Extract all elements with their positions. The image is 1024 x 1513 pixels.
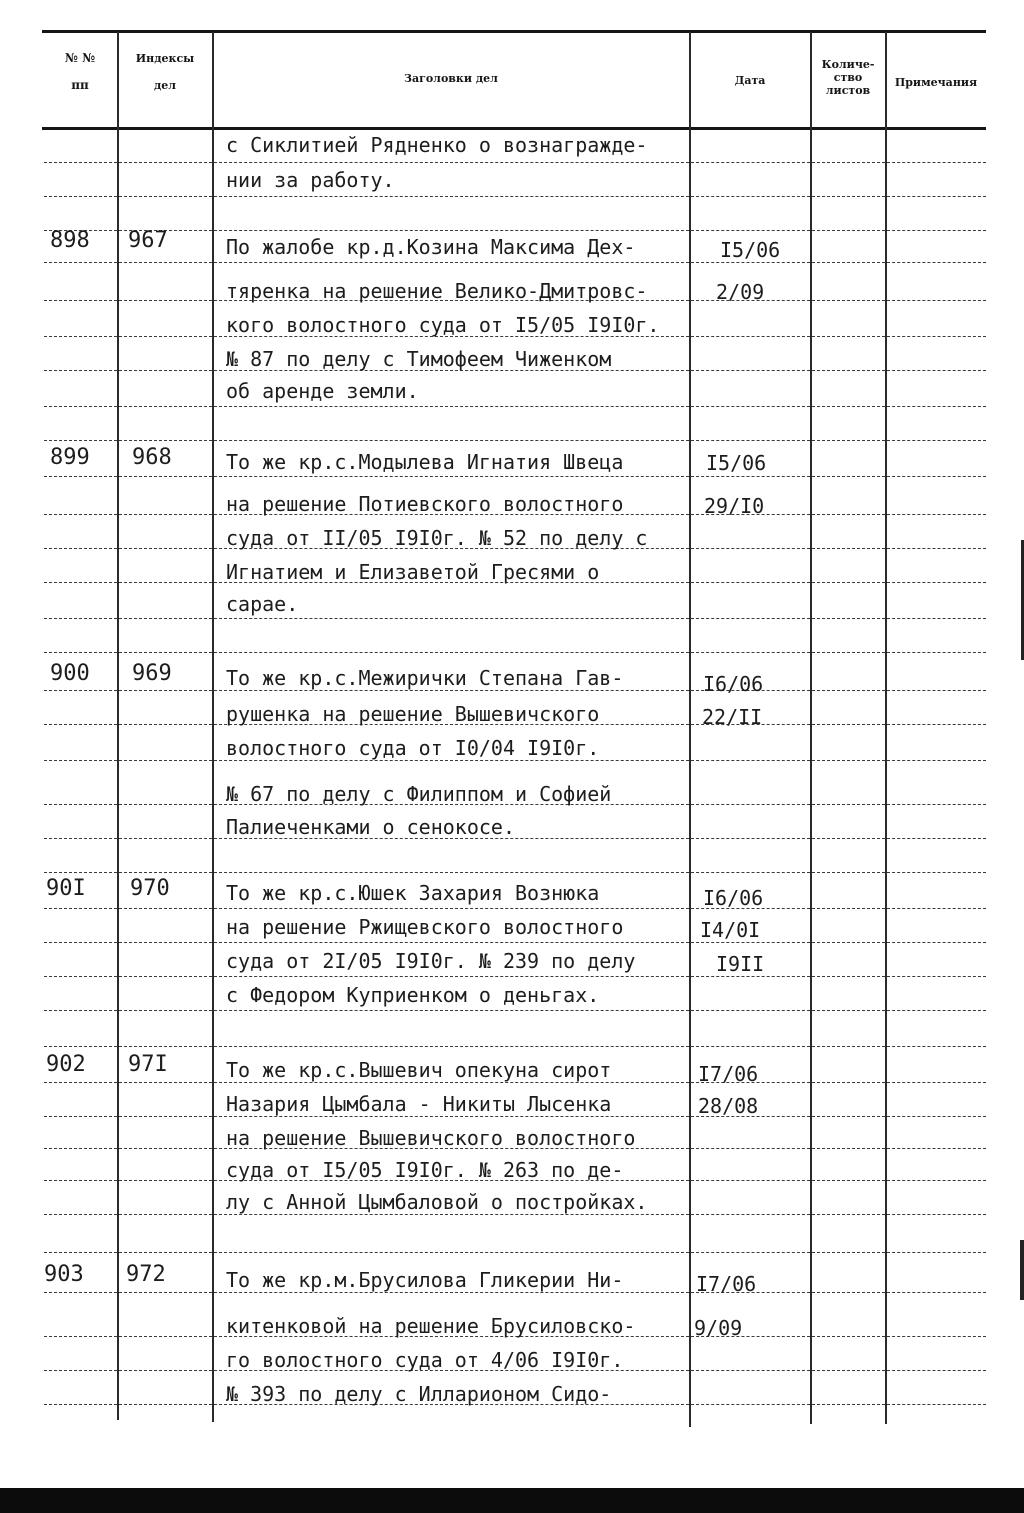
- row-guide-line: [119, 1046, 212, 1048]
- row-guide-line: [887, 1214, 986, 1216]
- row-guide-line: [119, 1252, 212, 1254]
- row-guide-line: [887, 196, 986, 198]
- entry-text-line: с Федором Куприенком о деньгах.: [226, 983, 600, 1007]
- row-guide-line: [44, 1404, 117, 1406]
- row-guide-line: [691, 440, 810, 442]
- row-guide-line: [887, 370, 986, 372]
- row-guide-line: [44, 262, 117, 264]
- row-guide-line: [119, 582, 212, 584]
- row-guide-line: [44, 1370, 117, 1372]
- row-guide-line: [812, 652, 885, 654]
- column-divider: [117, 32, 119, 1420]
- entry-text-line: волостного суда от I0/04 I9I0г.: [226, 736, 600, 760]
- row-guide-line: [119, 548, 212, 550]
- row-guide-line: [44, 370, 117, 372]
- record-index: 972: [126, 1262, 166, 1287]
- record-date-start: I5/06: [720, 238, 781, 262]
- row-guide-line: [691, 1180, 810, 1182]
- row-guide-line: [44, 440, 117, 442]
- row-guide-line: [119, 1404, 212, 1406]
- scan-edge-mark: [1020, 1240, 1024, 1300]
- row-guide-line: [887, 724, 986, 726]
- row-guide-line: [887, 1082, 986, 1084]
- row-guide-line: [44, 548, 117, 550]
- row-guide-line: [44, 872, 117, 874]
- row-guide-line: [812, 1214, 885, 1216]
- row-guide-line: [214, 942, 689, 944]
- row-guide-line: [44, 724, 117, 726]
- row-guide-line: [214, 440, 689, 442]
- entry-text-line: № 393 по делу с Илларионом Сидо-: [226, 1382, 612, 1406]
- row-guide-line: [812, 618, 885, 620]
- row-guide-line: [812, 548, 885, 550]
- row-guide-line: [887, 548, 986, 550]
- row-guide-line: [214, 1292, 689, 1294]
- entry-text-line: № 87 по делу с Тимофеем Чиженком: [226, 347, 612, 371]
- row-guide-line: [887, 1336, 986, 1338]
- row-guide-line: [44, 1180, 117, 1182]
- row-guide-line: [691, 652, 810, 654]
- row-guide-line: [119, 724, 212, 726]
- row-guide-line: [44, 1252, 117, 1254]
- row-guide-line: [44, 1046, 117, 1048]
- row-guide-line: [44, 514, 117, 516]
- row-guide-line: [887, 872, 986, 874]
- row-guide-line: [119, 1010, 212, 1012]
- header-date: Дата: [734, 74, 766, 87]
- row-guide-line: [691, 872, 810, 874]
- row-guide-line: [119, 1336, 212, 1338]
- row-guide-line: [812, 1292, 885, 1294]
- row-guide-line: [812, 1404, 885, 1406]
- entry-text-line: То же кр.с.Модылева Игнатия Швеца: [226, 450, 624, 474]
- row-guide-line: [44, 406, 117, 408]
- row-guide-line: [44, 476, 117, 478]
- row-guide-line: [44, 1292, 117, 1294]
- row-guide-line: [887, 1292, 986, 1294]
- row-guide-line: [214, 908, 689, 910]
- row-guide-line: [214, 1116, 689, 1118]
- record-date-end: 22/II: [702, 705, 763, 729]
- row-guide-line: [691, 370, 810, 372]
- row-guide-line: [691, 1046, 810, 1048]
- record-date-end: 9/09: [694, 1316, 743, 1340]
- header-index: Индексы дел: [135, 52, 195, 92]
- row-guide-line: [44, 838, 117, 840]
- header-sheet-count: Количе- ство листов: [821, 58, 875, 97]
- entry-text-line: кого волостного суда от I5/05 I9I0г.: [226, 313, 660, 337]
- row-guide-line: [887, 1010, 986, 1012]
- row-guide-line: [812, 760, 885, 762]
- row-guide-line: [812, 1180, 885, 1182]
- row-guide-line: [887, 942, 986, 944]
- row-guide-line: [44, 1082, 117, 1084]
- row-guide-line: [812, 196, 885, 198]
- row-guide-line: [887, 230, 986, 232]
- row-guide-line: [691, 1370, 810, 1372]
- row-guide-line: [119, 652, 212, 654]
- row-guide-line: [44, 804, 117, 806]
- row-guide-line: [812, 262, 885, 264]
- row-guide-line: [812, 908, 885, 910]
- row-guide-line: [887, 1370, 986, 1372]
- row-guide-line: [691, 230, 810, 232]
- row-guide-line: [214, 872, 689, 874]
- row-guide-line: [887, 652, 986, 654]
- row-guide-line: [691, 838, 810, 840]
- row-guide-line: [119, 760, 212, 762]
- row-guide-line: [44, 162, 117, 164]
- row-guide-line: [119, 690, 212, 692]
- row-guide-line: [214, 162, 689, 164]
- record-index: 969: [132, 661, 172, 686]
- row-guide-line: [812, 1046, 885, 1048]
- record-number: 903: [44, 1262, 84, 1287]
- row-guide-line: [887, 582, 986, 584]
- row-guide-line: [812, 1116, 885, 1118]
- row-guide-line: [214, 1046, 689, 1048]
- row-guide-line: [214, 230, 689, 232]
- entry-text-line: сарае.: [226, 592, 299, 616]
- row-guide-line: [812, 690, 885, 692]
- row-guide-line: [214, 196, 689, 198]
- entry-text-line: на решение Вышевичского волостного: [226, 1126, 636, 1150]
- row-guide-line: [119, 476, 212, 478]
- entry-text-line: китенковой на решение Брусиловско-: [226, 1314, 636, 1338]
- row-guide-line: [812, 370, 885, 372]
- row-guide-line: [812, 582, 885, 584]
- row-guide-line: [887, 838, 986, 840]
- row-guide-line: [691, 196, 810, 198]
- record-number: 898: [50, 228, 90, 253]
- row-guide-line: [691, 336, 810, 338]
- row-guide-line: [691, 406, 810, 408]
- row-guide-line: [812, 1148, 885, 1150]
- record-index: 968: [132, 445, 172, 470]
- row-guide-line: [44, 582, 117, 584]
- row-guide-line: [214, 760, 689, 762]
- entry-text-line: суда от 2I/05 I9I0г. № 239 по делу: [226, 949, 636, 973]
- entry-text-line: с Сиклитией Рядненко о вознагражде-: [226, 133, 648, 157]
- entry-text-line: Назария Цымбала - Никиты Лысенка: [226, 1092, 612, 1116]
- row-guide-line: [119, 618, 212, 620]
- row-guide-line: [214, 476, 689, 478]
- record-index: 967: [128, 228, 168, 253]
- record-index: 970: [130, 876, 170, 901]
- record-index: 97I: [128, 1052, 168, 1077]
- row-guide-line: [119, 300, 212, 302]
- entry-text-line: лу с Анной Цымбаловой о постройках.: [226, 1190, 648, 1214]
- row-guide-line: [691, 582, 810, 584]
- header-notes: Примечания: [894, 76, 978, 89]
- row-guide-line: [812, 476, 885, 478]
- row-guide-line: [214, 1252, 689, 1254]
- header-top-rule: [42, 30, 986, 33]
- record-number: 900: [50, 661, 90, 686]
- entry-text-line: го волостного суда от 4/06 I9I0г.: [226, 1348, 624, 1372]
- record-date-end: I4/0I: [700, 918, 761, 942]
- row-guide-line: [119, 976, 212, 978]
- row-guide-line: [214, 618, 689, 620]
- row-guide-line: [887, 336, 986, 338]
- record-date-start: I7/06: [696, 1272, 757, 1296]
- row-guide-line: [812, 162, 885, 164]
- entry-text-line: По жалобе кр.д.Козина Максима Дех-: [226, 235, 636, 259]
- row-guide-line: [812, 804, 885, 806]
- record-date-year: I9II: [716, 952, 765, 976]
- row-guide-line: [214, 1010, 689, 1012]
- column-divider: [689, 32, 691, 1427]
- row-guide-line: [887, 1116, 986, 1118]
- row-guide-line: [691, 976, 810, 978]
- row-guide-line: [119, 162, 212, 164]
- row-guide-line: [119, 336, 212, 338]
- row-guide-line: [887, 1046, 986, 1048]
- row-guide-line: [812, 230, 885, 232]
- row-guide-line: [119, 1148, 212, 1150]
- row-guide-line: [812, 976, 885, 978]
- row-guide-line: [44, 690, 117, 692]
- row-guide-line: [887, 476, 986, 478]
- header-number: № № пп: [64, 51, 96, 92]
- row-guide-line: [44, 1214, 117, 1216]
- row-guide-line: [44, 1148, 117, 1150]
- row-guide-line: [119, 804, 212, 806]
- row-guide-line: [44, 336, 117, 338]
- row-guide-line: [119, 1292, 212, 1294]
- row-guide-line: [812, 838, 885, 840]
- row-guide-line: [214, 690, 689, 692]
- entry-text-line: нии за работу.: [226, 168, 395, 192]
- scan-bottom-edge: [0, 1488, 1024, 1513]
- row-guide-line: [44, 1010, 117, 1012]
- header-title: Заголовки дел: [404, 72, 498, 85]
- entry-text-line: на решение Потиевского волостного: [226, 492, 624, 516]
- row-guide-line: [887, 1180, 986, 1182]
- row-guide-line: [119, 1214, 212, 1216]
- row-guide-line: [214, 262, 689, 264]
- row-guide-line: [119, 908, 212, 910]
- row-guide-line: [691, 548, 810, 550]
- entry-text-line: тяренка на решение Велико-Дмитровс-: [226, 279, 648, 303]
- row-guide-line: [812, 724, 885, 726]
- row-guide-line: [887, 976, 986, 978]
- entry-text-line: То же кр.с.Вышевич опекуна сирот: [226, 1058, 612, 1082]
- row-guide-line: [812, 336, 885, 338]
- row-guide-line: [119, 196, 212, 198]
- record-date-start: I5/06: [706, 451, 767, 475]
- row-guide-line: [214, 652, 689, 654]
- row-guide-line: [812, 1370, 885, 1372]
- row-guide-line: [887, 262, 986, 264]
- row-guide-line: [691, 618, 810, 620]
- row-guide-line: [812, 1010, 885, 1012]
- record-date-start: I6/06: [703, 886, 764, 910]
- row-guide-line: [691, 1214, 810, 1216]
- record-date-start: I6/06: [703, 672, 764, 696]
- row-guide-line: [119, 1082, 212, 1084]
- row-guide-line: [812, 300, 885, 302]
- row-guide-line: [119, 942, 212, 944]
- header-bottom-rule: [42, 127, 986, 130]
- row-guide-line: [691, 1404, 810, 1406]
- row-guide-line: [119, 1180, 212, 1182]
- row-guide-line: [691, 476, 810, 478]
- row-guide-line: [887, 514, 986, 516]
- row-guide-line: [812, 872, 885, 874]
- row-guide-line: [119, 872, 212, 874]
- row-guide-line: [119, 406, 212, 408]
- row-guide-line: [691, 760, 810, 762]
- entry-text-line: рушенка на решение Вышевичского: [226, 702, 600, 726]
- row-guide-line: [119, 370, 212, 372]
- entry-text-line: суда от II/05 I9I0г. № 52 по делу с: [226, 526, 648, 550]
- row-guide-line: [887, 760, 986, 762]
- row-guide-line: [887, 162, 986, 164]
- entry-text-line: Игнатием и Елизаветой Гресями о: [226, 560, 600, 584]
- entry-text-line: № 67 по делу с Филиппом и Софией: [226, 782, 612, 806]
- row-guide-line: [691, 262, 810, 264]
- row-guide-line: [812, 1252, 885, 1254]
- record-number: 90I: [46, 876, 86, 901]
- row-guide-line: [812, 406, 885, 408]
- row-guide-line: [691, 162, 810, 164]
- row-guide-line: [812, 440, 885, 442]
- entry-text-line: суда от I5/05 I9I0г. № 263 по де-: [226, 1158, 624, 1182]
- row-guide-line: [44, 652, 117, 654]
- row-guide-line: [214, 1214, 689, 1216]
- row-guide-line: [214, 976, 689, 978]
- row-guide-line: [887, 908, 986, 910]
- entry-text-line: То же кр.с.Межирички Степана Гав-: [226, 666, 624, 690]
- row-guide-line: [887, 804, 986, 806]
- row-guide-line: [44, 196, 117, 198]
- row-guide-line: [44, 760, 117, 762]
- row-guide-line: [44, 300, 117, 302]
- row-guide-line: [691, 1148, 810, 1150]
- record-date-end: 2/09: [716, 280, 765, 304]
- row-guide-line: [812, 514, 885, 516]
- row-guide-line: [887, 1148, 986, 1150]
- entry-text-line: То же кр.с.Юшек Захария Вознюка: [226, 881, 600, 905]
- entry-text-line: на решение Ржищевского волостного: [226, 915, 624, 939]
- entry-text-line: Палиеченками о сенокосе.: [226, 815, 515, 839]
- row-guide-line: [691, 1252, 810, 1254]
- record-date-end: 28/08: [698, 1094, 759, 1118]
- entry-text-line: об аренде земли.: [226, 379, 419, 403]
- row-guide-line: [691, 942, 810, 944]
- row-guide-line: [119, 1116, 212, 1118]
- row-guide-line: [119, 514, 212, 516]
- record-date-end: 29/I0: [704, 494, 765, 518]
- row-guide-line: [691, 804, 810, 806]
- row-guide-line: [887, 300, 986, 302]
- row-guide-line: [44, 618, 117, 620]
- row-guide-line: [214, 406, 689, 408]
- record-number: 902: [46, 1052, 86, 1077]
- row-guide-line: [119, 838, 212, 840]
- row-guide-line: [887, 1252, 986, 1254]
- row-guide-line: [887, 1404, 986, 1406]
- row-guide-line: [119, 262, 212, 264]
- row-guide-line: [887, 618, 986, 620]
- record-date-start: I7/06: [698, 1062, 759, 1086]
- row-guide-line: [44, 908, 117, 910]
- row-guide-line: [214, 1082, 689, 1084]
- row-guide-line: [812, 1336, 885, 1338]
- row-guide-line: [812, 942, 885, 944]
- row-guide-line: [119, 440, 212, 442]
- row-guide-line: [44, 942, 117, 944]
- row-guide-line: [119, 1370, 212, 1372]
- row-guide-line: [887, 440, 986, 442]
- row-guide-line: [44, 1116, 117, 1118]
- entry-text-line: То же кр.м.Брусилова Гликерии Ни-: [226, 1268, 624, 1292]
- row-guide-line: [44, 1336, 117, 1338]
- row-guide-line: [44, 976, 117, 978]
- row-guide-line: [887, 690, 986, 692]
- row-guide-line: [691, 1010, 810, 1012]
- record-number: 899: [50, 445, 90, 470]
- row-guide-line: [887, 406, 986, 408]
- row-guide-line: [812, 1082, 885, 1084]
